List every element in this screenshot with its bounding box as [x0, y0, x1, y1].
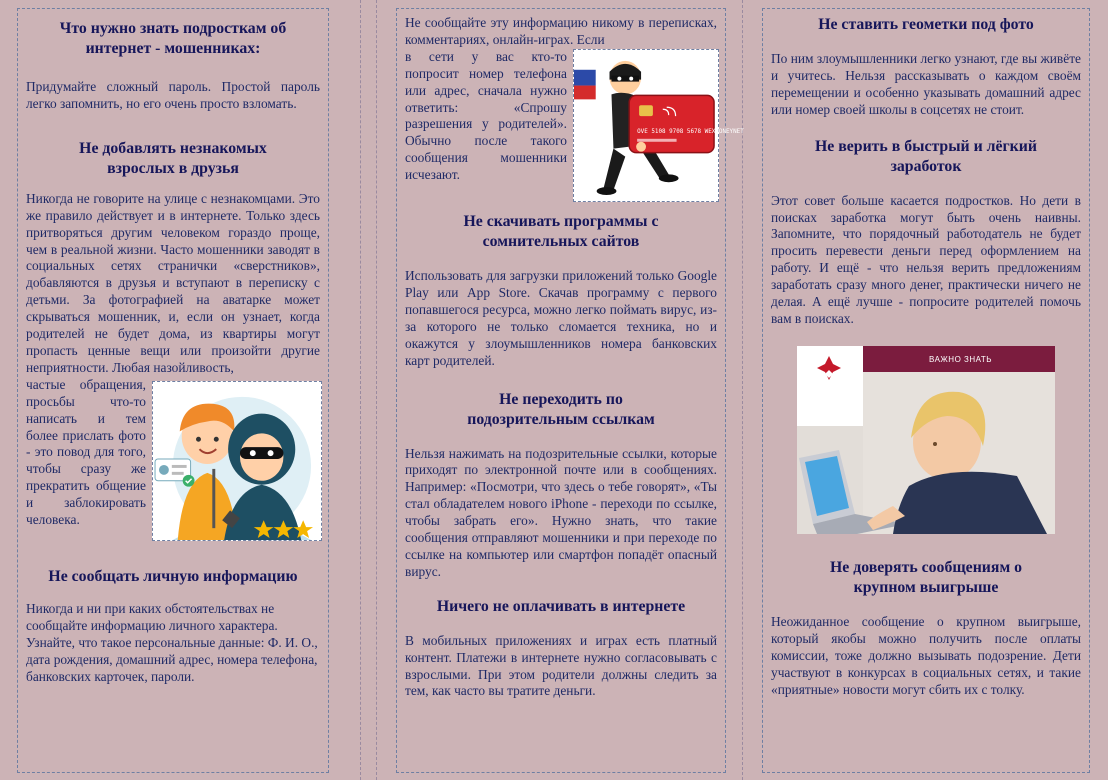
- scammer-avatar-icon: [153, 382, 321, 540]
- password-tip: Придумайте сложный пароль. Простой пароль легко запомнить, но его очень просто взломать.: [26, 79, 320, 111]
- fold-line-mid: [376, 0, 377, 780]
- strangers-text: Никогда не говорите на улице с незнакомцами. Это же правило действует и в интернете. Только здесь притворяться другим человеком гораздо проще, чем в реальной жизни. Часто мошенники заводят в социальных сетях странички «сверстников», добавляются в друзья и вступают в переписку с детьми. За фотографией на аватарке может скрываться мошенник, и, если он узнает, когда родителей не будет дома, из квартиры могут пропасть ценные вещи или произойти другие неприятности. Любая назойливость,: [26, 190, 320, 375]
- privacy-text-wrap: в сети у вас кто-то попросит номер телефона или адрес, сначала нужно ответить: «Спрошу разрешения у родителей». Обычно после такого сообщения мошенники исчезают.: [405, 48, 567, 183]
- heading-payments: Ничего не оплачивать в интернете: [436, 597, 686, 615]
- boy-laptop-photo: [797, 346, 1055, 534]
- panel-right: [762, 8, 1090, 773]
- thief-with-card-icon: [574, 50, 744, 201]
- downloads-text: Использовать для загрузки приложений только Google Play или App Store. Скачав программу с первого попавшегося ресурса, можно легко поймать вирус, из-за которого не только сломается техника, но и окажутся у злоумышленников номера банковских карт родителей.: [405, 268, 717, 368]
- heading-strangers: Не добавлять незнакомых взрослых в друзья: [79, 139, 267, 177]
- winnings-text: Неожиданное сообщение о крупном выигрыше, который якобы можно получить после оплаты комиссии, тоже должно вызывать подозрение. Дети участвуют в конкурсах в социальных сетях, и такие «приятные» новости могут сбить их с толку.: [771, 613, 1081, 697]
- panel-middle: [396, 8, 744, 773]
- boy-laptop-picture: [797, 346, 1055, 534]
- panel-left: [17, 8, 329, 773]
- heading-links: Не переходить по подозрительным ссылкам: [467, 390, 655, 428]
- heading-personal-info: Не сообщать личную информацию: [48, 567, 298, 585]
- easy-money-text: Этот совет больше касается подростков. Но дети в поисках заработка могут быть очень наивны. Запомните, что порядочный работодатель не будет просить перевести деньги перед оформлением на работу. И ещё - что нельзя верить предложениям заработать сразу много денег, практически ничего не делая. А ещё лучше - попросите родителей помочь вам в поисках.: [771, 192, 1081, 326]
- privacy-text: Не сообщайте эту информацию никому в переписках, комментариях, онлайн-играх. Если: [405, 15, 717, 47]
- main-title: Что нужно знать подросткам об интернет - мошенниках:: [59, 20, 287, 57]
- heading-winnings: Не доверять сообщениям о крупном выигрыше: [829, 558, 1023, 596]
- payments-text: В мобильных приложениях и играх есть платный контент. Платежи в интернете нужно согласовывать с взрослыми. При этом родители должны следить за тем, как часто вы тратите деньги.: [405, 632, 717, 699]
- links-text: Нельзя нажимать на подозрительные ссылки, которые приходят по электронной почте или в сообщениях. Например: «Посмотри, что здесь о тебе говорят», «Ты стал обладателем нового iPhone - переходи по ссылке, чтобы забрать его». Нужно знать, что такие сообщения отправляют мошенники и при переходе по ссылке на компьютер или смартфон попадёт опасный вирус.: [405, 445, 717, 579]
- ornament-icon: [817, 356, 841, 380]
- heading-geotags: Не ставить геометки под фото: [818, 16, 1034, 33]
- fold-line-right: [742, 0, 743, 780]
- heading-easy-money: Не верить в быстрый и лёгкий заработок: [815, 137, 1037, 175]
- scammer-avatar-illustration: [152, 381, 322, 541]
- strangers-text-wrap: частые обращения, просьбы что-то написать и тем более прислать фото - это повод для того, чтобы сразу же прекратить общение и заблокировать человека.: [26, 376, 146, 528]
- thief-card-illustration: [573, 49, 744, 202]
- fold-line-left: [360, 0, 361, 780]
- geotags-text: По ним злоумышленники легко узнают, где вы живёте и учитесь. Нельзя рассказывать о каждом своём перемещении и особенно указывать домашний адрес или номер своей школы в соцсетях не стоит.: [771, 51, 1081, 117]
- heading-downloads: Не скачивать программы с сомнительных сайтов: [463, 213, 659, 251]
- card-number: OVE 5108 9708 5678 WEXMONEYNET: [637, 128, 744, 135]
- photo-banner-text: ВАЖНО ЗНАТЬ: [929, 354, 992, 364]
- personal-info-text: Никогда и ни при каких обстоятельствах не сообщайте информацию личного характера. Узнайте, что такое персональные данные: Ф. И. О., дата рождения, домашний адрес, номера телефона, банковских карточек, пароли.: [26, 600, 318, 684]
